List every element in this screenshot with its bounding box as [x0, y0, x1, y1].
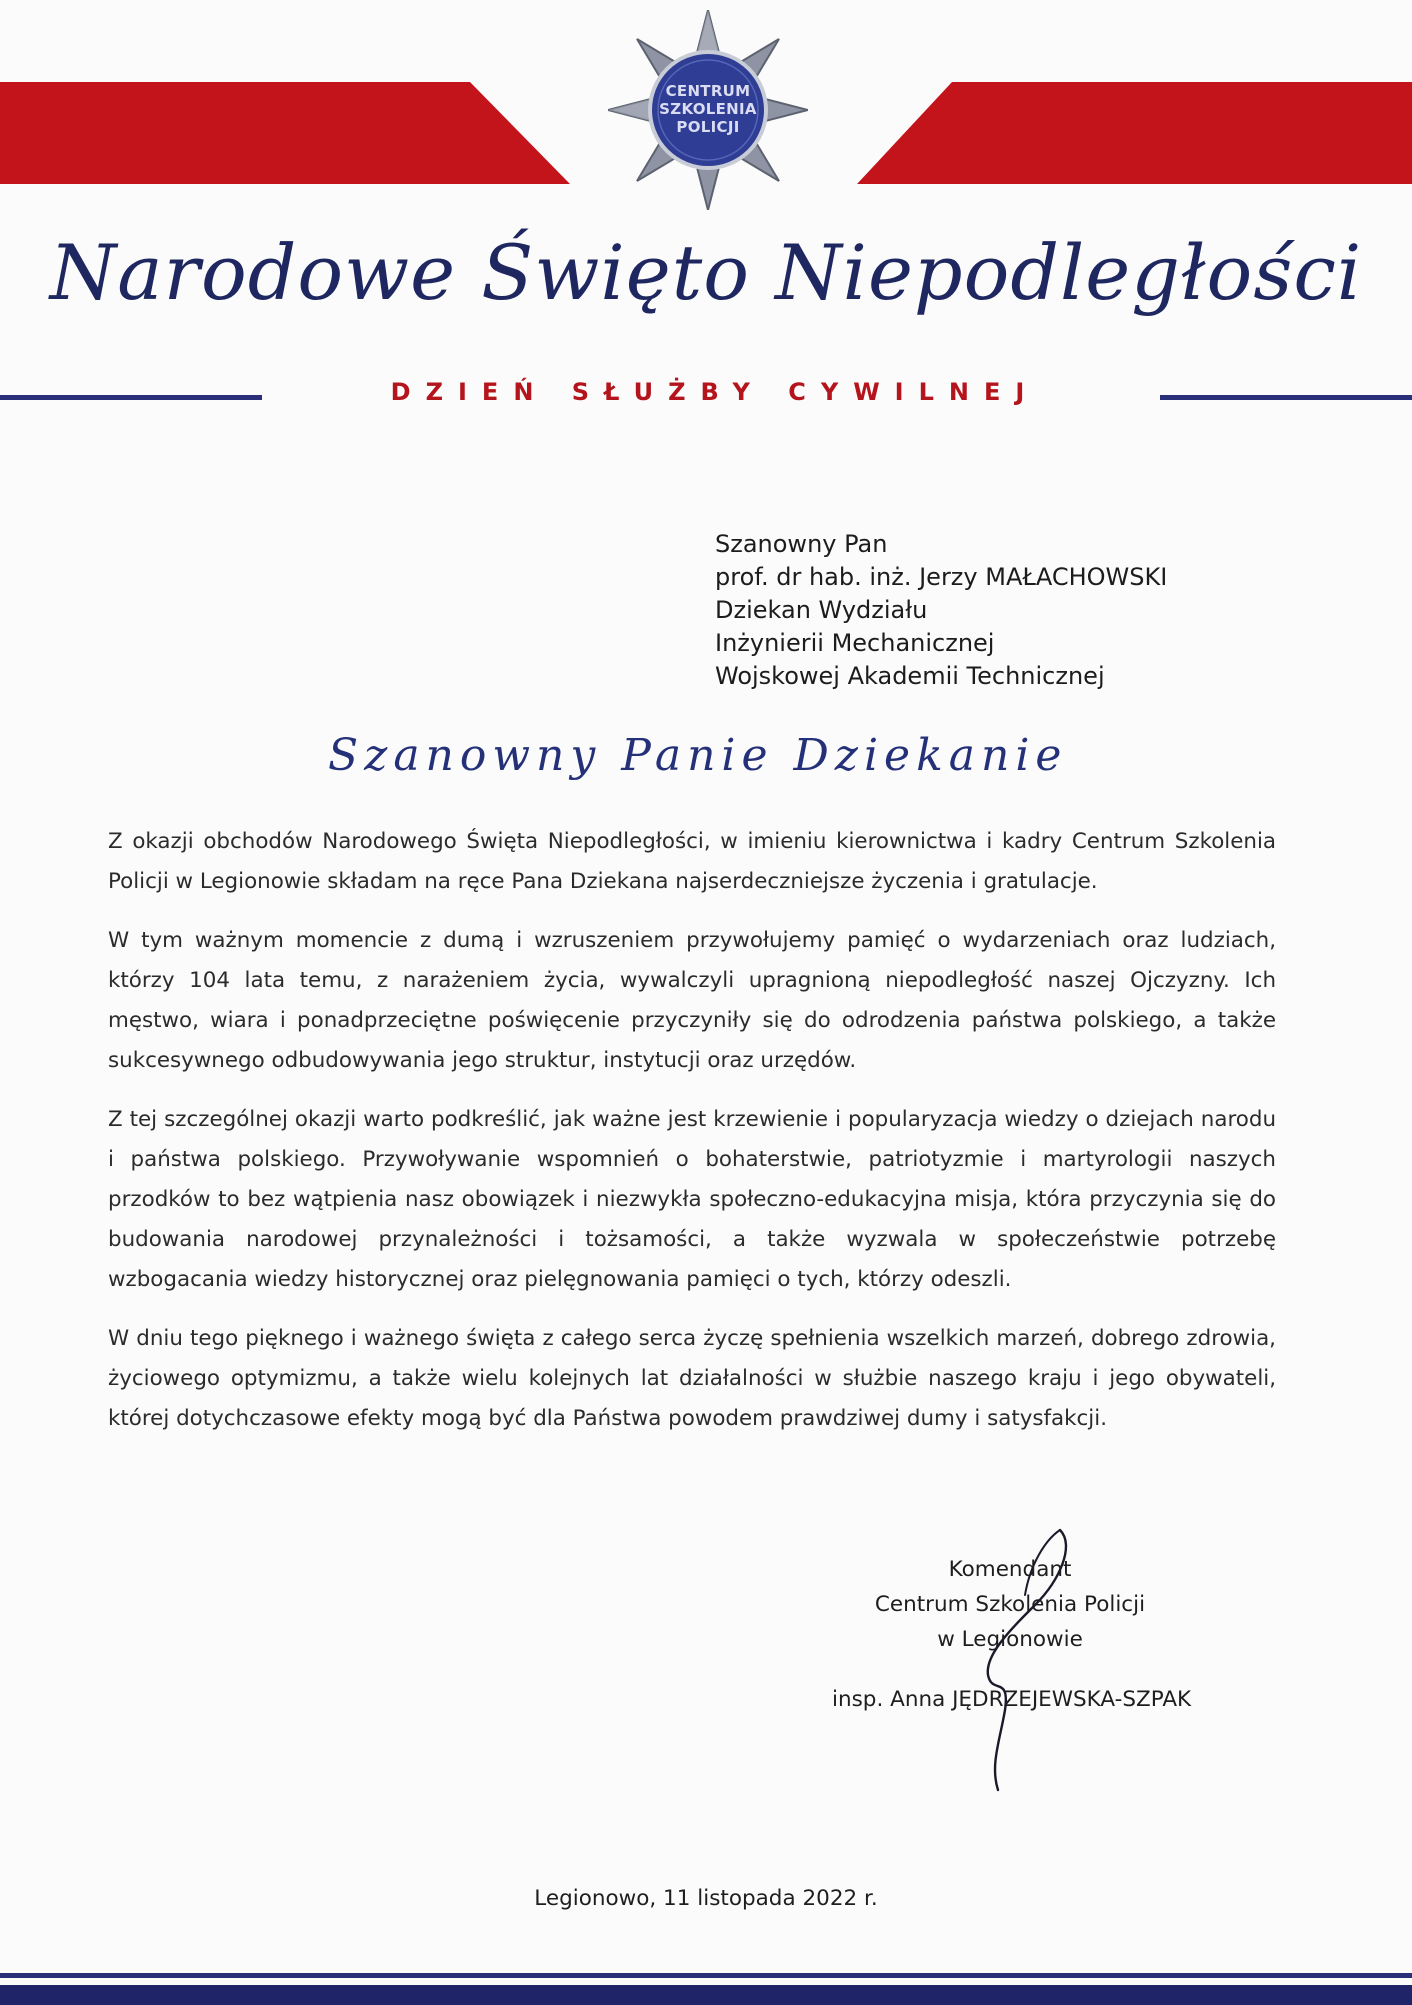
emblem-line: POLICJI [676, 118, 740, 136]
emblem-text [608, 82, 808, 136]
letter-body [108, 822, 1276, 1458]
addressee-line: Dziekan Wydziału [715, 596, 928, 624]
signatory-title: Komendant [948, 1557, 1072, 1582]
addressee-line: Inżynierii Mechanicznej [715, 629, 995, 657]
divider-left [0, 395, 262, 400]
signatory-title: w Legionowie [937, 1627, 1083, 1652]
emblem-line: CENTRUM [665, 82, 751, 100]
footer-rule [0, 1973, 1412, 1978]
red-band-left [0, 82, 570, 184]
handwritten-signature-icon [950, 1525, 1110, 1795]
signatory-title: Centrum Szkolenia Policji [874, 1592, 1146, 1617]
body-paragraph: Z okazji obchodów Narodowego Święta Niepodległości, w imieniu kierownictwa i kadry Centrum Szkolenia Policji w Legionowie składam na ręce Pana Dziekana najserdeczniejsze życzenia i gratulacje. [108, 829, 1276, 894]
emblem-line: SZKOLENIA [659, 100, 757, 118]
place-and-date: Legionowo, 11 listopada 2022 r. [534, 1886, 878, 1911]
footer-bar [0, 1985, 1412, 2005]
subtitle-row [0, 378, 1412, 418]
addressee-block [715, 528, 1167, 693]
body-paragraph: W tym ważnym momencie z dumą i wzruszeniem przywołujemy pamięć o wydarzeniach oraz ludziach, którzy 104 lata temu, z narażeniem życia, wywalczyli upragnioną niepodległość naszej Ojczyzny. Ich męstwo, wiara i ponadprzeciętne poświęcenie przyczyniły się do odrodzenia państwa polskiego, a także sukcesywnego odbudowywania jego struktur, instytucji oraz urzędów. [108, 928, 1276, 1073]
footer-band [0, 1969, 1412, 2005]
body-paragraph: W dniu tego pięknego i ważnego święta z całego serca życzę spełnienia wszelkich marzeń, dobrego zdrowia, życiowego optymizmu, a także wielu kolejnych lat działalności w służbie naszego kraju i jego obywateli, której dotychczasowe efekty mogą być dla Państwa powodem prawdziwej dumy i satysfakcji. [108, 1326, 1276, 1431]
addressee-line: Wojskowej Akademii Technicznej [715, 662, 1105, 690]
letter-headline: Narodowe Święto Niepodległości [49, 228, 1363, 317]
red-band-right [857, 82, 1412, 184]
body-paragraph: Z tej szczególnej okazji warto podkreślić, jak ważne jest krzewienie i popularyzacja wiedzy o dziejach narodu i państwa polskiego. Przywoływanie wspomnień o bohaterstwie, patriotyzmie i martyrologii naszych przodków to bez wątpienia nasz obowiązek i niezwykła społeczno-edukacyjna misja, która przyczynia się do budowania narodowej przynależności i tożsamości, a także wyzwala w społeczeństwie potrzebę wzbogacania wiedzy historycznej oraz pielęgnowania pamięci o tych, którzy odeszli. [108, 1107, 1276, 1292]
divider-right [1160, 395, 1412, 400]
police-star-emblem [608, 10, 808, 210]
letter-subtitle: DZIEŃ SŁUŻBY CYWILNEJ [390, 378, 1040, 406]
handwritten-greeting: Szanowny Panie Dziekanie [328, 730, 1068, 781]
signatory-name: insp. Anna JĘDRZEJEWSKA-SZPAK [832, 1687, 1192, 1712]
addressee-line: Szanowny Pan [715, 530, 888, 558]
addressee-line: prof. dr hab. inż. Jerzy MAŁACHOWSKI [715, 563, 1168, 591]
